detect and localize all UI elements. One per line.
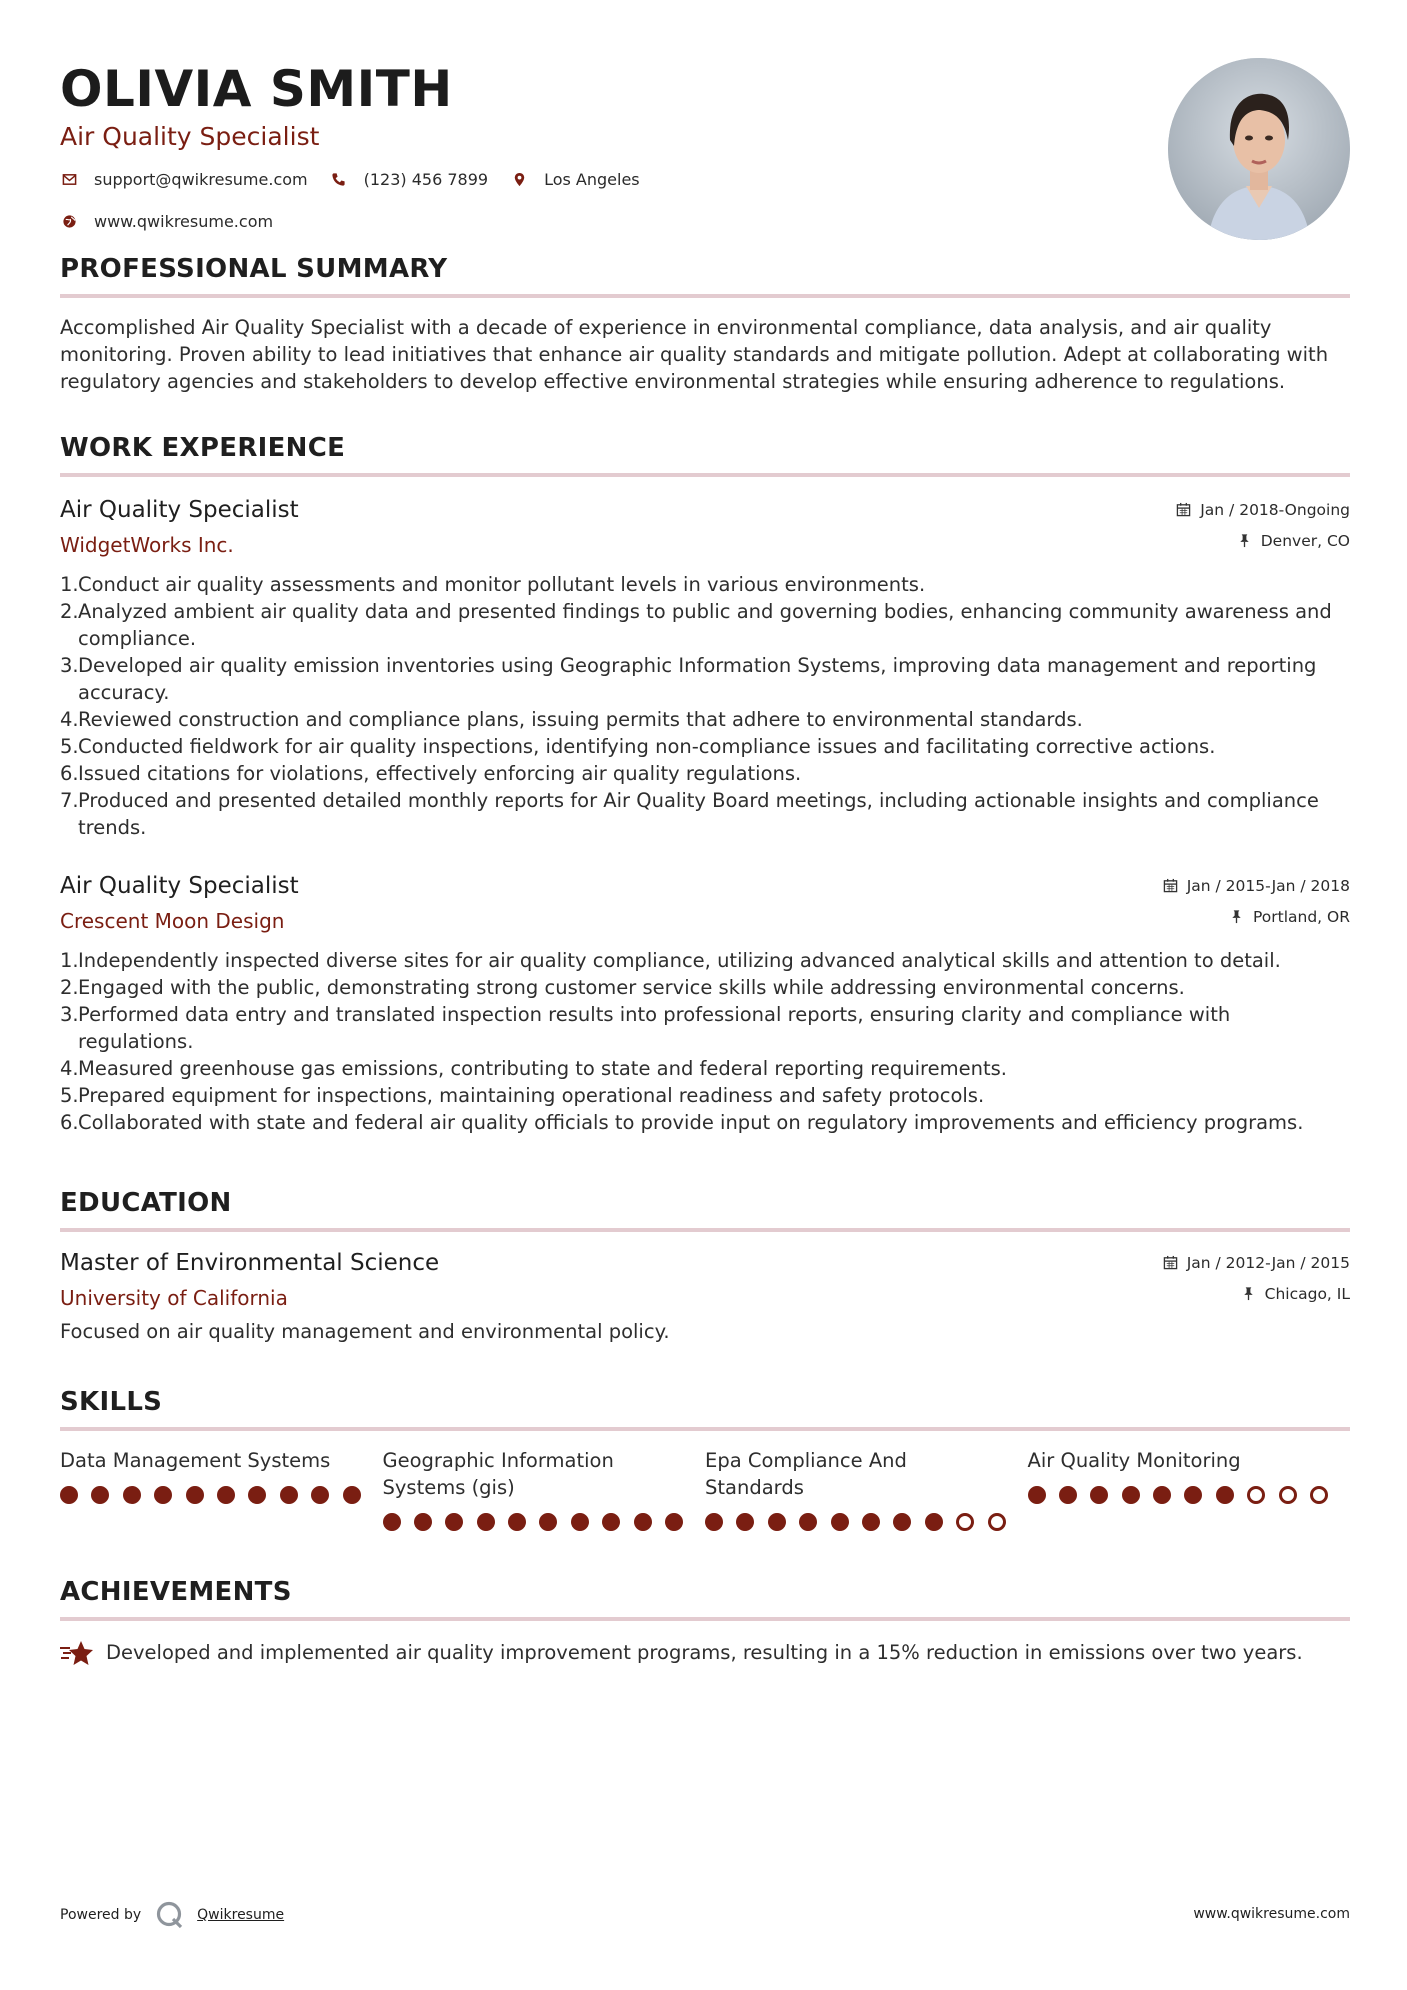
rating-dot-filled: [665, 1513, 683, 1531]
job-bullets: [60, 571, 1350, 841]
footer: [60, 1900, 1350, 1930]
skill-item: [60, 1447, 383, 1531]
rating-dot-filled: [414, 1513, 432, 1531]
skill-name: Epa Compliance And Standards: [705, 1449, 907, 1499]
achievements-section: [60, 1575, 1350, 1669]
experience-section: [60, 431, 1350, 1136]
skill-name: Air Quality Monitoring: [1027, 1449, 1241, 1472]
section-divider: [60, 1427, 1350, 1431]
achievement-text: Developed and implemented air quality improvement programs, resulting in a 15% reduction in emissions over two years.: [106, 1641, 1303, 1664]
rating-dot-empty: [1310, 1486, 1328, 1504]
job-company: WidgetWorks Inc.: [60, 533, 234, 557]
contact-phone[interactable]: [330, 170, 488, 189]
list-item: 2. Analyzed ambient air quality data and presented findings to public and governing bodies, enhancing community awareness and compliance.: [60, 600, 1332, 650]
skills-list: [60, 1447, 1350, 1531]
list-item: 2. Engaged with the public, demonstrating strong customer service skills while addressing environmental concerns.: [60, 976, 1185, 999]
calendar-icon: [1176, 502, 1192, 518]
contact-info: [60, 168, 1350, 232]
rating-dot-filled: [602, 1513, 620, 1531]
contact-email[interactable]: [60, 170, 308, 189]
list-item: 3. Developed air quality emission inventories using Geographic Information Systems, improving data management and reporting accuracy.: [60, 654, 1317, 704]
job-date: Jan / 2018-Ongoing: [1176, 501, 1350, 519]
rating-dot-filled: [445, 1513, 463, 1531]
rating-dot-filled: [217, 1486, 235, 1504]
globe-icon: [60, 212, 78, 230]
school-name: University of California: [60, 1286, 288, 1310]
rating-dot-filled: [768, 1513, 786, 1531]
rating-dot-filled: [248, 1486, 266, 1504]
calendar-icon: [1163, 878, 1179, 894]
list-item: 3. Performed data entry and translated inspection results into professional reports, ensuring clarity and compliance with regulations.: [60, 1003, 1231, 1053]
pushpin-icon: [1237, 533, 1253, 549]
rating-dot-filled: [311, 1486, 329, 1504]
rating-dot-filled: [123, 1486, 141, 1504]
rating-dot-filled: [571, 1513, 589, 1531]
rating-dot-filled: [539, 1513, 557, 1531]
rating-dot-filled: [508, 1513, 526, 1531]
skill-rating: [705, 1513, 1028, 1531]
contact-website[interactable]: [60, 212, 273, 231]
job-entry: [60, 871, 1350, 1136]
education-entry: [60, 1248, 1350, 1345]
section-divider: [60, 473, 1350, 477]
rating-dot-filled: [1122, 1486, 1140, 1504]
powered-by-label: Powered by: [60, 1907, 142, 1923]
rating-dot-filled: [280, 1486, 298, 1504]
rating-dot-filled: [383, 1513, 401, 1531]
star-icon: [60, 1639, 94, 1669]
rating-dot-empty: [1247, 1486, 1265, 1504]
list-item: 5. Prepared equipment for inspections, maintaining operational readiness and safety protocols.: [60, 1084, 985, 1107]
rating-dot-empty: [988, 1513, 1006, 1531]
summary-section: [60, 252, 1350, 395]
rating-dot-filled: [831, 1513, 849, 1531]
contact-location: [510, 170, 640, 189]
list-item: 6. Issued citations for violations, effectively enforcing air quality regulations.: [60, 762, 802, 785]
website-text: www.qwikresume.com: [94, 211, 274, 231]
education-section: [60, 1186, 1350, 1345]
section-divider: [60, 1617, 1350, 1621]
rating-dot-filled: [343, 1486, 361, 1504]
achievement-item: [60, 1639, 1350, 1669]
candidate-name: OLIVIA SMITH: [60, 60, 453, 118]
skill-rating: [1028, 1486, 1351, 1504]
rating-dot-filled: [736, 1513, 754, 1531]
rating-dot-filled: [634, 1513, 652, 1531]
degree-title: Master of Environmental Science: [60, 1250, 440, 1276]
list-item: 1. Conduct air quality assessments and monitor pollutant levels in various environments.: [60, 573, 926, 596]
education-description: Focused on air quality management and environmental policy.: [60, 1320, 670, 1343]
qwikresume-logo-icon: [155, 1900, 185, 1930]
section-divider: [60, 294, 1350, 298]
rating-dot-filled: [1090, 1486, 1108, 1504]
phone-icon: [330, 170, 348, 188]
job-location: Portland, OR: [1229, 908, 1350, 926]
rating-dot-filled: [477, 1513, 495, 1531]
rating-dot-filled: [1059, 1486, 1077, 1504]
list-item: 1. Independently inspected diverse sites for air quality compliance, utilizing advanced analytical skills and attention to detail.: [60, 949, 1281, 972]
section-title-education: EDUCATION: [60, 1188, 232, 1218]
job-entry: [60, 495, 1350, 841]
skill-item: [1028, 1447, 1351, 1531]
list-item: 5. Conducted fieldwork for air quality inspections, identifying non-compliance issues and facilitating corrective actions.: [60, 735, 1216, 758]
skill-name: Geographic Information Systems (gis): [382, 1449, 614, 1499]
rating-dot-empty: [1279, 1486, 1297, 1504]
phone-text: (123) 456 7899: [363, 169, 489, 189]
rating-dot-filled: [862, 1513, 880, 1531]
email-text: support@qwikresume.com: [94, 169, 308, 189]
section-title-summary: PROFESSIONAL SUMMARY: [60, 254, 448, 284]
footer-url[interactable]: www.qwikresume.com: [1193, 1906, 1350, 1922]
candidate-title: Air Quality Specialist: [60, 122, 320, 151]
list-item: 7. Produced and presented detailed monthly reports for Air Quality Board meetings, including actionable insights and compliance trends.: [60, 789, 1319, 839]
pushpin-icon: [1241, 1286, 1257, 1302]
envelope-icon: [60, 170, 78, 188]
job-location: Denver, CO: [1237, 532, 1350, 550]
qwikresume-link[interactable]: Qwikresume: [197, 1907, 285, 1923]
skill-rating: [383, 1513, 706, 1531]
section-title-achievements: ACHIEVEMENTS: [60, 1577, 292, 1607]
rating-dot-filled: [1153, 1486, 1171, 1504]
rating-dot-filled: [925, 1513, 943, 1531]
calendar-icon: [1163, 1255, 1179, 1271]
job-title: Air Quality Specialist: [60, 873, 299, 899]
summary-text: Accomplished Air Quality Specialist with a decade of experience in environmental compliance, data analysis, and air quality monitoring. Proven ability to lead initiatives that enhance air quality standards and mitigate pollution. Adept at collaborating with regulatory agencies and stakeholders to develop effective environmental strategies while ensuring adherence to regulations.: [60, 316, 1329, 393]
rating-dot-filled: [705, 1513, 723, 1531]
rating-dot-filled: [91, 1486, 109, 1504]
section-divider: [60, 1228, 1350, 1232]
job-company: Crescent Moon Design: [60, 909, 285, 933]
location-text: Los Angeles: [544, 169, 640, 189]
rating-dot-filled: [1028, 1486, 1046, 1504]
list-item: 4. Reviewed construction and compliance plans, issuing permits that adhere to environmental standards.: [60, 708, 1083, 731]
job-bullets: [60, 947, 1350, 1136]
rating-dot-filled: [799, 1513, 817, 1531]
job-date: Jan / 2015-Jan / 2018: [1163, 877, 1350, 895]
section-title-skills: SKILLS: [60, 1387, 163, 1417]
skill-rating: [60, 1486, 383, 1504]
list-item: 6. Collaborated with state and federal air quality officials to provide input on regulatory improvements and efficiency programs.: [60, 1111, 1304, 1134]
map-marker-icon: [510, 170, 528, 188]
skills-section: [60, 1385, 1350, 1531]
skill-item: [383, 1447, 706, 1531]
rating-dot-filled: [60, 1486, 78, 1504]
education-location: Chicago, IL: [1241, 1285, 1350, 1303]
rating-dot-filled: [893, 1513, 911, 1531]
rating-dot-filled: [1184, 1486, 1202, 1504]
pushpin-icon: [1229, 909, 1245, 925]
education-date: Jan / 2012-Jan / 2015: [1163, 1254, 1350, 1272]
skill-name: Data Management Systems: [60, 1449, 331, 1472]
rating-dot-filled: [186, 1486, 204, 1504]
skill-item: [705, 1447, 1028, 1531]
section-title-experience: WORK EXPERIENCE: [60, 433, 346, 463]
rating-dot-filled: [1216, 1486, 1234, 1504]
list-item: 4. Measured greenhouse gas emissions, contributing to state and federal reporting requirements.: [60, 1057, 1007, 1080]
rating-dot-empty: [956, 1513, 974, 1531]
rating-dot-filled: [154, 1486, 172, 1504]
job-title: Air Quality Specialist: [60, 497, 299, 523]
